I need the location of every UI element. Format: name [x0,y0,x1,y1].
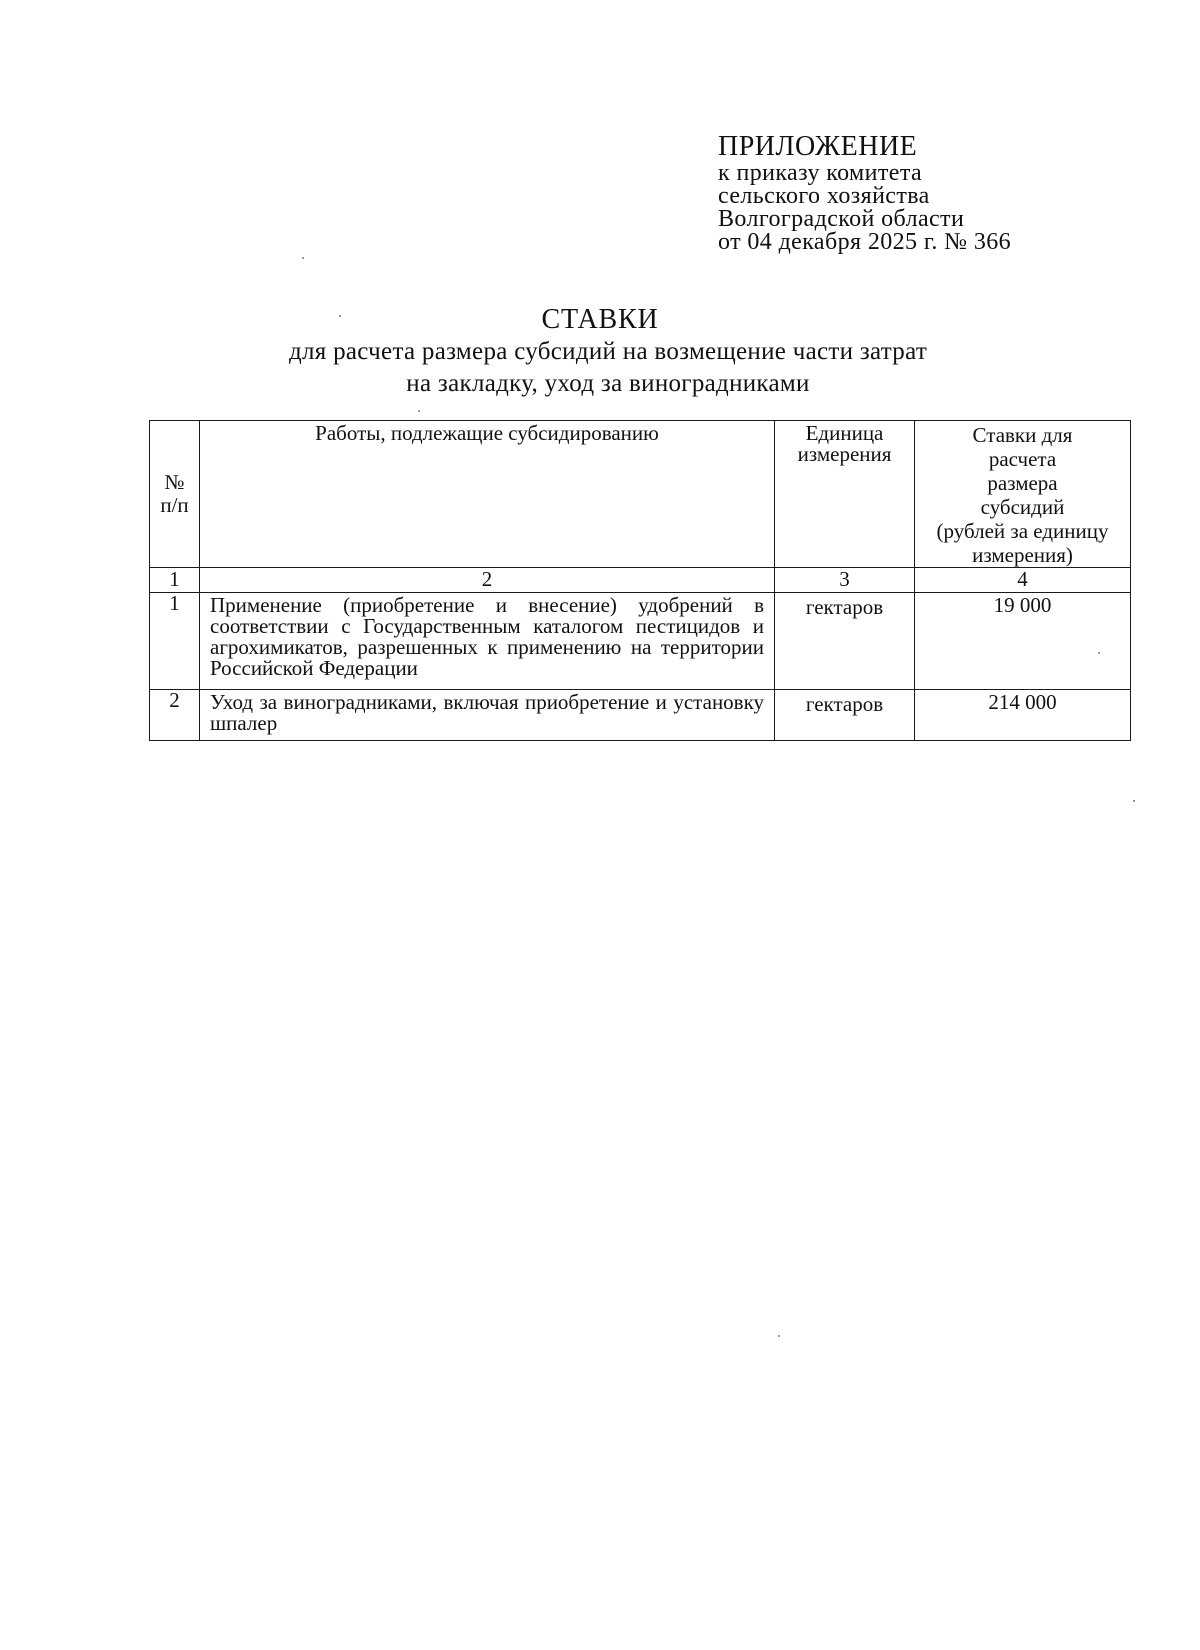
header-rate-line-2: расчета [988,447,1057,471]
row-unit: гектаров [775,593,915,690]
column-index-cell: 1 [150,568,200,593]
appendix-line-date: от 04 декабря 2025 г. № 366 [718,229,1012,255]
column-index-cell: 2 [200,568,775,593]
table-row [150,690,1131,741]
row-rate: 214 000 [915,690,1131,741]
row-number: 1 [150,593,200,690]
header-rate-line-6: измерения) [972,543,1073,567]
row-unit: гектаров [775,690,915,741]
table-row [150,593,1131,690]
header-rate-line-5: (рублей за единицу [936,519,1109,543]
table-header-row [150,421,1131,568]
header-rate-line-3: размера [987,471,1058,495]
subtitle-line-2: на закладку, уход за виноградниками [406,370,810,397]
header-unit-line-2: измерения [797,442,892,466]
column-index-cell: 3 [775,568,915,593]
header-rate-line-4: субсидий [980,495,1065,519]
rates-table [149,420,1131,741]
header-work: Работы, подлежащие субсидированию [200,421,775,568]
scan-speck [302,257,304,259]
appendix-line-committee: сельского хозяйства [718,183,930,209]
header-rate-line-1: Ставки для [972,423,1073,447]
column-index-cell: 4 [915,568,1131,593]
header-rate [915,421,1131,568]
scan-speck [418,410,420,412]
appendix-block [718,132,1011,254]
scan-speck [339,315,341,317]
header-number [150,421,200,568]
row-rate: 19 000 [915,593,1131,690]
row-work-description: Уход за виноградниками, включая приобретение и установку шпалер [200,690,775,741]
row-number: 2 [150,690,200,741]
column-index-row [150,568,1131,593]
scan-speck [1098,652,1100,654]
row-work-description: Применение (приобретение и внесение) удобрений в соответствии с Государственным каталогом пестицидов и агрохимикатов, разрешенных к применению на территории Российской Федерации [200,593,775,690]
page-title: СТАВКИ [541,304,659,335]
appendix-line-region: Волгоградской области [718,206,965,232]
header-unit [775,421,915,568]
scan-speck [778,1335,780,1337]
header-number-line-2: п/п [160,493,189,517]
subtitle-line-1: для расчета размера субсидий на возмещение части затрат [288,338,928,365]
scan-speck [1133,800,1135,802]
header-number-line-1: № [164,470,185,494]
header-unit-line-1: Единица [805,421,884,445]
appendix-line-order: к приказу комитета [718,160,923,186]
appendix-title: ПРИЛОЖЕНИЕ [718,131,918,162]
